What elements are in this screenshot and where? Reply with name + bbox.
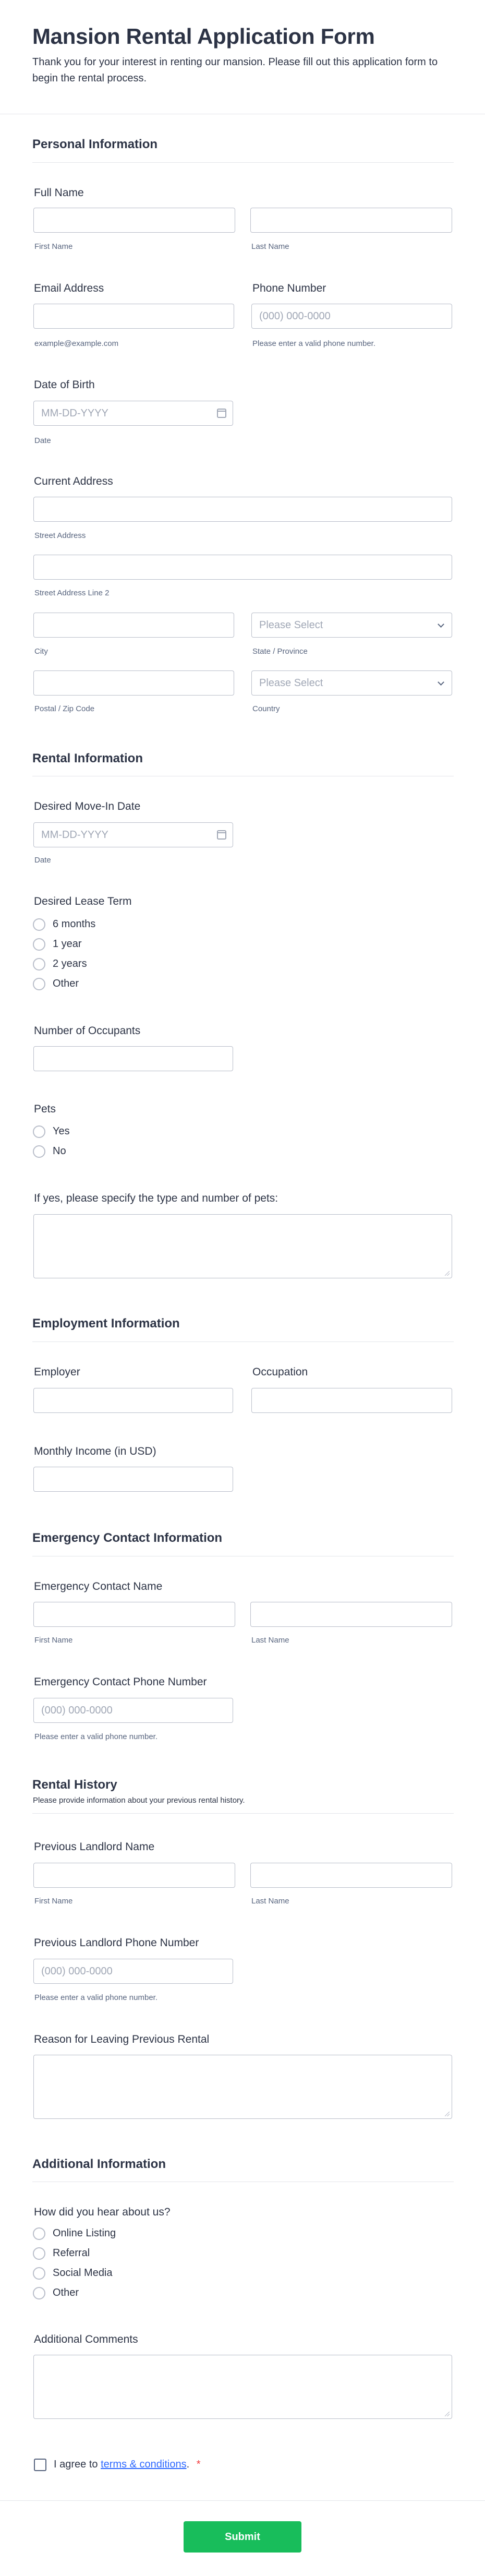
emergency-phone-sublabel: Please enter a valid phone number.: [34, 1732, 157, 1741]
terms-suffix: .: [186, 2459, 190, 2470]
required-asterisk: *: [196, 2459, 201, 2470]
phone-sublabel: Please enter a valid phone number.: [252, 339, 375, 348]
section-divider: [32, 1341, 454, 1342]
reason-for-leaving-textarea[interactable]: [33, 2055, 452, 2119]
pets-option-label[interactable]: No: [53, 1145, 66, 1157]
phone-input[interactable]: [251, 304, 452, 329]
phone-placeholder: (000) 000-0000: [259, 310, 331, 322]
resize-handle-icon[interactable]: [445, 2112, 450, 2116]
first-name-input[interactable]: [33, 208, 235, 233]
emergency-name-label: Emergency Contact Name: [34, 1580, 163, 1592]
last-name-input[interactable]: [250, 208, 452, 233]
emergency-last-name-sublabel: Last Name: [251, 1636, 289, 1645]
pets-detail-textarea[interactable]: [33, 1214, 452, 1278]
phone-label: Phone Number: [252, 282, 326, 294]
source-option-label[interactable]: Social Media: [53, 2267, 113, 2279]
chevron-down-icon: [438, 621, 444, 628]
landlord-last-name-sublabel: Last Name: [251, 1897, 289, 1906]
landlord-last-name-input[interactable]: [250, 1863, 452, 1888]
form-description: Thank you for your interest in renting our mansion. Please fill out this application form to begin the rental process.: [32, 56, 438, 84]
lease-term-option-label[interactable]: 1 year: [53, 938, 82, 950]
state-placeholder: Please Select: [259, 619, 323, 631]
calendar-icon[interactable]: [217, 409, 226, 418]
section-emergency-contact: Emergency Contact Information: [32, 1531, 223, 1545]
email-label: Email Address: [34, 282, 104, 294]
emergency-phone-input[interactable]: [33, 1698, 233, 1723]
rental-history-subheading: Please provide information about your previous rental history.: [33, 1796, 245, 1805]
source-radio-social-media[interactable]: [33, 2267, 45, 2280]
emergency-first-name-input[interactable]: [33, 1602, 235, 1627]
pets-option-label[interactable]: Yes: [53, 1125, 70, 1137]
lease-term-radio-1-year[interactable]: [33, 938, 45, 951]
pets-radio-no[interactable]: [33, 1145, 45, 1158]
last-name-sublabel: Last Name: [251, 242, 289, 251]
emergency-last-name-input[interactable]: [250, 1602, 452, 1627]
email-input[interactable]: [33, 304, 234, 329]
move-in-date-placeholder: MM-DD-YYYY: [41, 829, 108, 841]
resize-handle-icon[interactable]: [445, 1271, 450, 1276]
move-in-date-label: Desired Move-In Date: [34, 800, 141, 812]
section-divider: [32, 1813, 454, 1814]
country-select[interactable]: [251, 670, 452, 696]
country-sublabel: Country: [252, 704, 280, 713]
terms-checkbox[interactable]: [34, 2459, 46, 2471]
source-option-label[interactable]: Referral: [53, 2247, 90, 2259]
postal-code-sublabel: Postal / Zip Code: [34, 704, 95, 713]
terms-link[interactable]: terms & conditions: [101, 2459, 187, 2470]
employer-input[interactable]: [33, 1388, 233, 1413]
source-radio-other[interactable]: [33, 2287, 45, 2299]
hear-about-us-label: How did you hear about us?: [34, 2206, 171, 2218]
source-option-label[interactable]: Online Listing: [53, 2227, 116, 2239]
section-employment-information: Employment Information: [32, 1316, 180, 1331]
emergency-phone-placeholder: (000) 000-0000: [41, 1705, 113, 1716]
footer-divider: [0, 2500, 485, 2501]
street-address-line2-sublabel: Street Address Line 2: [34, 589, 110, 597]
form-title: Mansion Rental Application Form: [32, 24, 375, 49]
additional-comments-label: Additional Comments: [34, 2333, 138, 2345]
pets-radio-yes[interactable]: [33, 1125, 45, 1138]
section-personal-information: Personal Information: [32, 137, 158, 151]
emergency-phone-label: Emergency Contact Phone Number: [34, 1676, 207, 1688]
emergency-first-name-sublabel: First Name: [34, 1636, 73, 1645]
lease-term-radio-2-years[interactable]: [33, 958, 45, 971]
source-radio-referral[interactable]: [33, 2247, 45, 2260]
submit-button[interactable]: Submit: [184, 2521, 301, 2553]
landlord-first-name-input[interactable]: [33, 1863, 235, 1888]
pets-detail-label: If yes, please specify the type and number of pets:: [34, 1192, 278, 1204]
current-address-label: Current Address: [34, 475, 113, 487]
calendar-icon[interactable]: [217, 830, 226, 840]
resize-handle-icon[interactable]: [445, 2412, 450, 2416]
additional-comments-textarea[interactable]: [33, 2355, 452, 2419]
landlord-first-name-sublabel: First Name: [34, 1897, 73, 1906]
landlord-phone-placeholder: (000) 000-0000: [41, 1966, 113, 1977]
lease-term-label: Desired Lease Term: [34, 895, 132, 907]
email-sublabel: example@example.com: [34, 339, 119, 348]
employer-label: Employer: [34, 1366, 80, 1378]
lease-term-radio-other[interactable]: [33, 978, 45, 990]
postal-code-input[interactable]: [33, 670, 234, 696]
state-select[interactable]: [251, 613, 452, 638]
source-radio-online-listing[interactable]: [33, 2227, 45, 2240]
reason-for-leaving-label: Reason for Leaving Previous Rental: [34, 2033, 210, 2045]
landlord-phone-input[interactable]: [33, 1959, 233, 1984]
section-rental-history: Rental History: [32, 1778, 117, 1792]
terms-label[interactable]: [54, 2459, 201, 2471]
street-address-input[interactable]: [33, 497, 452, 522]
move-in-date-sublabel: Date: [34, 856, 51, 865]
lease-term-option-label[interactable]: Other: [53, 978, 79, 989]
dob-label: Date of Birth: [34, 379, 95, 391]
lease-term-option-label[interactable]: 6 months: [53, 918, 96, 930]
dob-placeholder: MM-DD-YYYY: [41, 408, 108, 419]
pets-label: Pets: [34, 1103, 56, 1115]
lease-term-radio-6-months[interactable]: [33, 918, 45, 931]
chevron-down-icon: [438, 679, 444, 686]
landlord-phone-sublabel: Please enter a valid phone number.: [34, 1993, 157, 2002]
move-in-date-input[interactable]: [33, 822, 233, 847]
source-option-label[interactable]: Other: [53, 2287, 79, 2298]
occupants-label: Number of Occupants: [34, 1025, 141, 1037]
dob-sublabel: Date: [34, 436, 51, 445]
section-rental-information: Rental Information: [32, 751, 143, 765]
street-address-sublabel: Street Address: [34, 531, 86, 540]
landlord-name-label: Previous Landlord Name: [34, 1841, 155, 1853]
first-name-sublabel: First Name: [34, 242, 73, 251]
monthly-income-label: Monthly Income (in USD): [34, 1445, 156, 1457]
city-sublabel: City: [34, 647, 48, 656]
street-address-line2-input[interactable]: [33, 555, 452, 580]
occupation-label: Occupation: [252, 1366, 308, 1378]
city-input[interactable]: [33, 613, 234, 638]
terms-prefix: I agree to: [54, 2459, 101, 2470]
lease-term-option-label[interactable]: 2 years: [53, 958, 87, 969]
country-placeholder: Please Select: [259, 677, 323, 689]
occupants-input[interactable]: [33, 1046, 233, 1071]
full-name-label: Full Name: [34, 187, 84, 199]
monthly-income-input[interactable]: [33, 1467, 233, 1492]
occupation-input[interactable]: [251, 1388, 452, 1413]
dob-input[interactable]: [33, 401, 233, 426]
landlord-phone-label: Previous Landlord Phone Number: [34, 1937, 199, 1949]
section-additional-information: Additional Information: [32, 2157, 166, 2171]
state-sublabel: State / Province: [252, 647, 308, 656]
section-divider: [32, 162, 454, 163]
